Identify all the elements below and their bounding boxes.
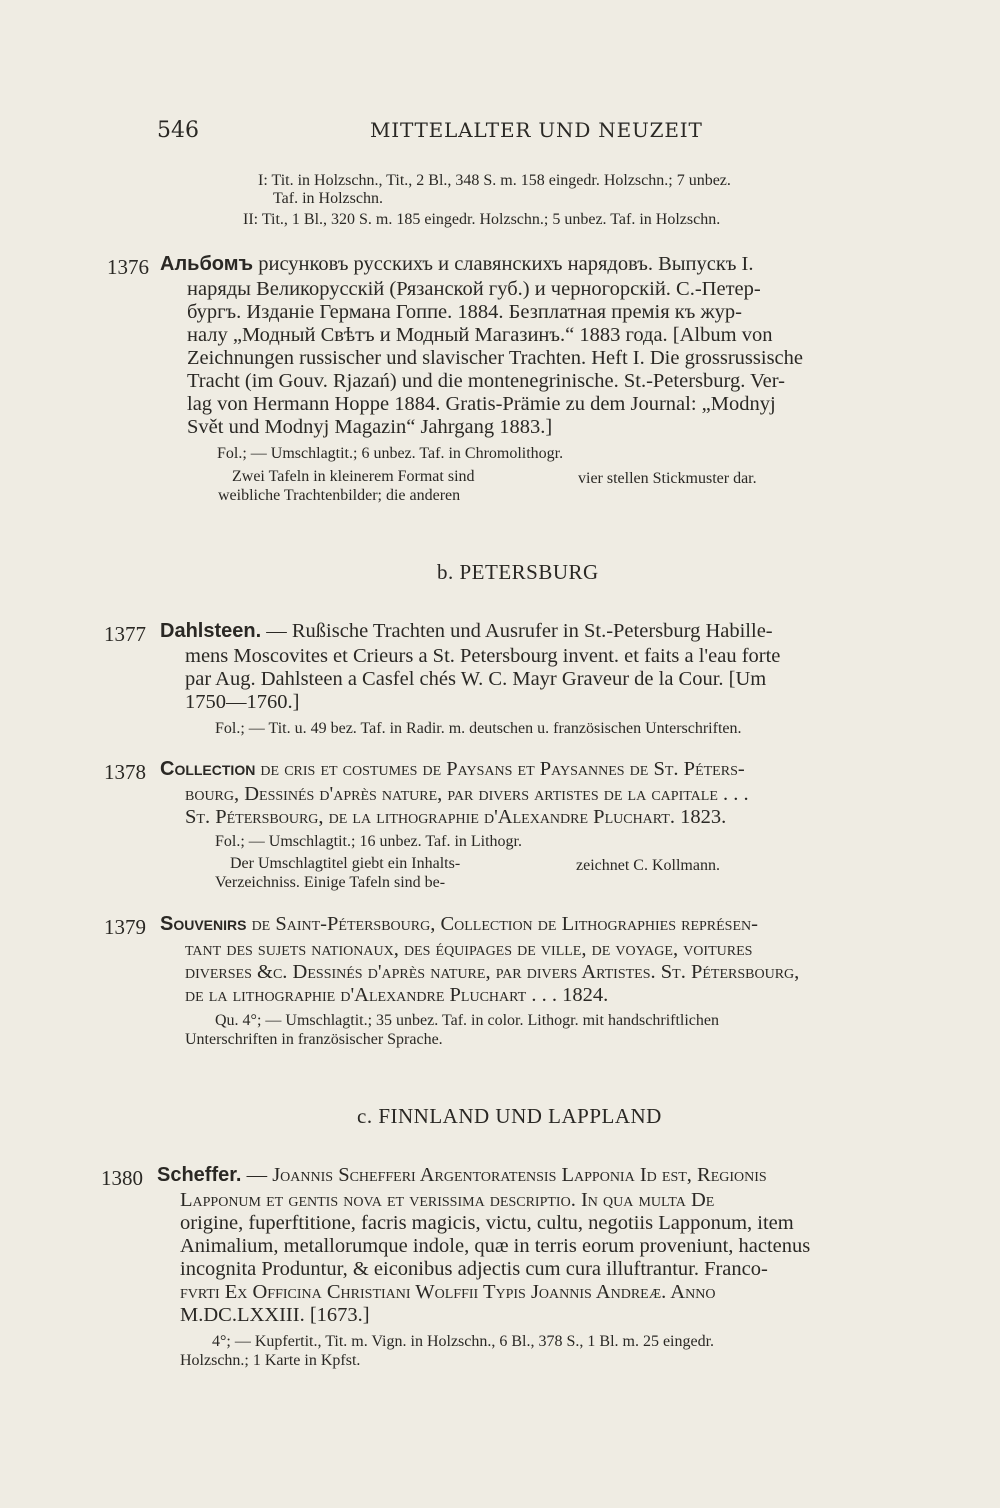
entry-note: Der Umschlagtitel giebt ein Inhalts- [230,855,461,872]
entry-line: incognita Produntur, & eiconibus adjectis cum cura illuftrantur. Franco- [180,1258,768,1280]
entry-line: lag von Hermann Hoppe 1884. Gratis-Prämie zu dem Journal: „Modnyj [187,393,776,415]
entry-number: 1377 [104,622,146,646]
entry-line: бургъ. Изданіе Германа Гоппе. 1884. Безплатная премія къ жур- [187,301,742,323]
entry-note: vier stellen Stickmuster dar. [578,470,757,487]
entry-format: Fol.; — Tit. u. 49 bez. Taf. in Radir. m. deutschen u. französischen Unterschriften. [215,720,742,737]
entry-title-text: de cris et costumes de Paysans et Paysannes de St. Péters- [260,758,745,780]
section-heading: b. PETERSBURG [437,560,599,584]
entry-heading: Collection [160,758,256,780]
entry-format: Fol.; — Umschlagtit.; 6 unbez. Taf. in Chromolithogr. [217,445,564,462]
page-number: 546 [157,118,199,143]
entry-format: Fol.; — Umschlagtit.; 16 unbez. Taf. in Lithogr. [215,833,522,850]
entry-number: 1379 [104,915,146,939]
entry-heading: Scheffer. [157,1164,242,1186]
entry-first-line [160,620,773,643]
entry-format: 4°; — Kupfertit., Tit. m. Vign. in Holzschn., 6 Bl., 378 S., 1 Bl. m. 25 eingedr. [212,1333,715,1350]
entry-first-line [157,1164,767,1187]
entry-note: zeichnet C. Kollmann. [576,857,720,874]
entry-line: par Aug. Dahlsteen a Casfel chés W. C. Mayr Graveur de la Cour. [Um [185,668,767,690]
entry-line: de la lithographie d'Alexandre Pluchart . . . 1824. [185,984,609,1006]
section-heading: c. FINNLAND UND LAPPLAND [357,1104,662,1128]
entry-title-text: de Saint-Pétersbourg, Collection de Lithographies représen- [251,913,758,935]
entry-line: налу „Модный Свѣтъ и Модный Магазинъ.“ 1883 года. [Album von [187,324,773,346]
entry-line: Zeichnungen russischer und slavischer Trachten. Heft I. Die grossrussische [187,347,804,369]
entry-title-text: — Joannis Schefferi Argentoratensis Lapponia Id est, Regionis [246,1164,767,1186]
entry-first-line [160,253,754,276]
entry-line: 1750—1760.] [185,691,300,713]
continuation-line: Taf. in Holzschn. [273,190,383,207]
entry-line: Lapponum et gentis nova et verissima descriptio. In qua multa De [180,1189,715,1211]
entry-line: mens Moscovites et Crieurs a St. Petersbourg invent. et faits a l'eau forte [185,645,781,667]
entry-title-text: — Rußische Trachten und Ausrufer in St.-Petersburg Habille- [266,620,773,642]
entry-number: 1380 [101,1166,143,1190]
entry-first-line [160,758,745,781]
entry-line: Animalium, metallorumque indole, quæ in terris eorum proveniunt, hactenus [180,1235,811,1257]
entry-format: Unterschriften in französischer Sprache. [185,1031,443,1048]
entry-line: Svět und Modnyj Magazin“ Jahrgang 1883.] [187,416,553,438]
entry-note: Zwei Tafeln in kleinerem Format sind [232,468,475,485]
entry-heading: Альбомъ [160,253,254,275]
entry-line: наряды Великорусскій (Рязанской губ.) и черногорскій. С.-Петер- [187,278,761,300]
entry-format: Holzschn.; 1 Karte in Kpfst. [180,1352,361,1369]
entry-note: weibliche Trachtenbilder; die anderen [218,487,461,504]
entry-format: Qu. 4°; — Umschlagtit.; 35 unbez. Taf. in color. Lithogr. mit handschriftlichen [215,1012,720,1029]
continuation-line: II: Tit., 1 Bl., 320 S. m. 185 eingedr. Holzschn.; 5 unbez. Taf. in Holzschn. [243,211,721,228]
entry-line: fvrti Ex Officina Christiani Wolffii Typis Joannis Andreæ. Anno [180,1281,716,1303]
entry-line: diverses &c. Dessinés d'après nature, par divers Artistes. St. Pétersbourg, [185,961,800,983]
entry-heading: Souvenirs [160,913,247,935]
entry-line: origine, fuperftitione, facris magicis, victu, cultu, negotiis Lapponum, item [180,1212,794,1234]
entry-heading: Dahlsteen. [160,620,262,642]
entry-note: Verzeichniss. Einige Tafeln sind be- [215,874,446,891]
entry-line: St. Pétersbourg, de la lithographie d'Alexandre Pluchart. 1823. [185,806,727,828]
running-title: MITTELALTER UND NEUZEIT [370,118,703,142]
entry-line: tant des sujets nationaux, des équipages de ville, de voyage, voitures [185,938,753,960]
entry-line: bourg, Dessinés d'après nature, par divers artistes de la capitale . . . [185,783,749,805]
continuation-line: I: Tit. in Holzschn., Tit., 2 Bl., 348 S. m. 158 eingedr. Holzschn.; 7 unbez. [258,172,731,189]
entry-title-text: рисунковъ русскихъ и славянскихъ нарядовъ. Выпускъ I. [258,253,754,275]
entry-line: M.DC.LXXIII. [1673.] [180,1304,370,1326]
entry-first-line [160,913,758,936]
entry-line: Tracht (im Gouv. Rjazań) und die montenegrinische. St.-Petersburg. Ver- [187,370,785,392]
entry-number: 1378 [104,760,146,784]
entry-number: 1376 [107,255,149,279]
